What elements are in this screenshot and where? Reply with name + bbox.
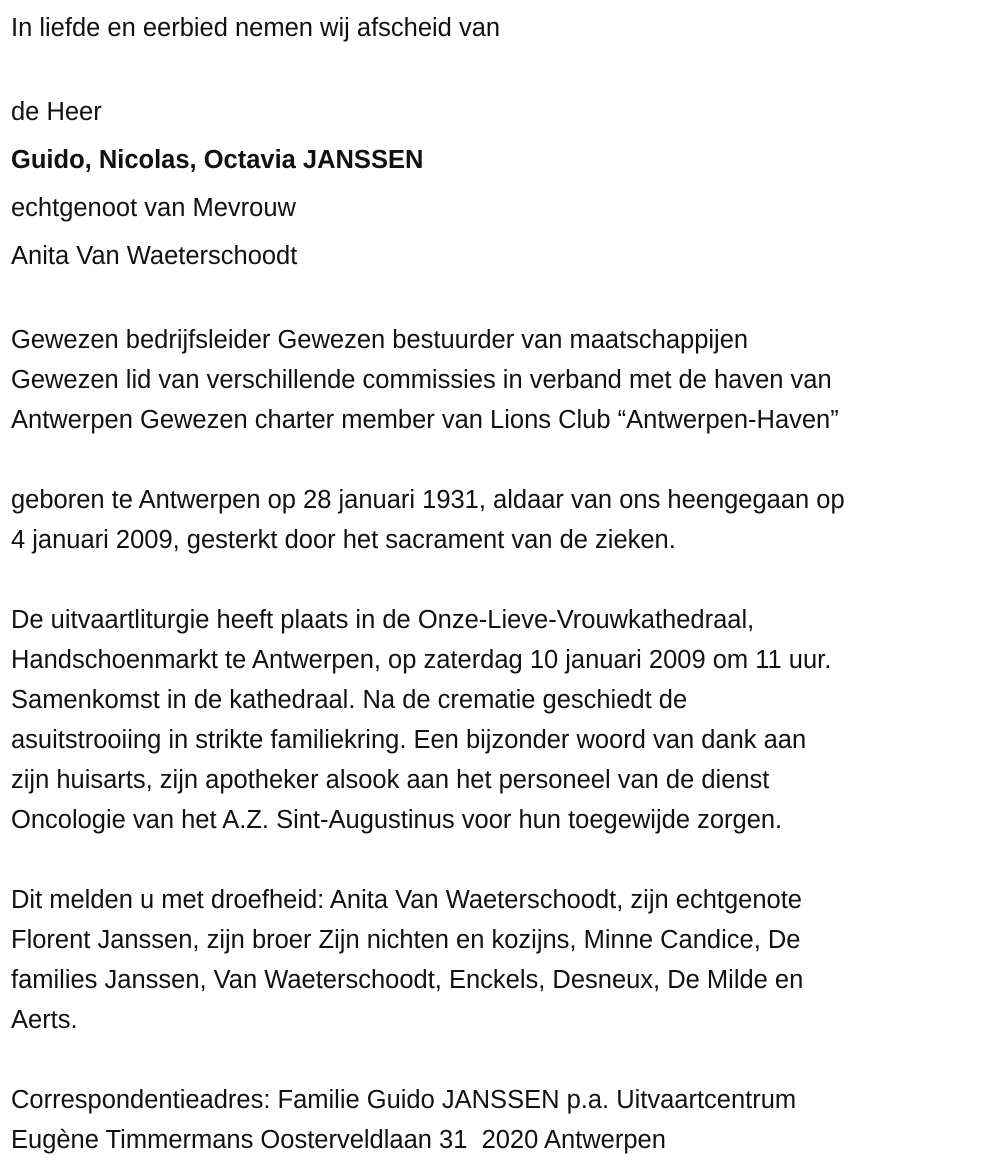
deceased-name: Guido, Nicolas, Octavia JANSSEN <box>11 146 424 174</box>
paragraph-line: Correspondentieadres: Familie Guido JANSSEN p.a. Uitvaartcentrum <box>11 1086 797 1114</box>
paragraph-line: De uitvaartliturgie heeft plaats in de Onze-Lieve-Vrouwkathedraal, <box>11 606 755 634</box>
birth-death-paragraph <box>11 480 1000 560</box>
paragraph-line: zijn huisarts, zijn apotheker alsook aan het personeel van de dienst <box>11 766 770 794</box>
paragraph-line: Aerts. <box>11 1006 78 1034</box>
paragraph-line: Antwerpen Gewezen charter member van Lions Club “Antwerpen-Haven” <box>11 406 839 434</box>
paragraph-line: 4 januari 2009, gesterkt door het sacrament van de zieken. <box>11 526 676 554</box>
paragraph-line: Handschoenmarkt te Antwerpen, op zaterdag 10 januari 2009 om 11 uur. <box>11 646 832 674</box>
intro-text: In liefde en eerbied nemen wij afscheid van <box>11 14 501 42</box>
paragraph-line: Dit melden u met droefheid: Anita Van Waeterschoodt, zijn echtgenote <box>11 886 802 914</box>
paragraph-line: geboren te Antwerpen op 28 januari 1931, aldaar van ons heengegaan op <box>11 486 845 514</box>
paragraph-line: Eugène Timmermans Oosterveldlaan 31 2020 Antwerpen <box>11 1126 666 1154</box>
paragraph-line: Gewezen lid van verschillende commissies in verband met de haven van <box>11 366 832 394</box>
family-paragraph <box>11 880 1000 1040</box>
paragraph-line: families Janssen, Van Waeterschoodt, Enckels, Desneux, De Milde en <box>11 966 804 994</box>
funeral-paragraph <box>11 600 1000 840</box>
paragraph-line: Gewezen bedrijfsleider Gewezen bestuurder van maatschappijen <box>11 326 749 354</box>
paragraph-line: Oncologie van het A.Z. Sint-Augustinus voor hun toegewijde zorgen. <box>11 806 783 834</box>
spouse-name: Anita Van Waeterschoodt <box>11 242 298 270</box>
career-paragraph <box>11 320 1000 440</box>
paragraph-line: Samenkomst in de kathedraal. Na de crematie geschiedt de <box>11 686 688 714</box>
honorific: de Heer <box>11 98 102 126</box>
spouse-label: echtgenoot van Mevrouw <box>11 194 296 222</box>
paragraph-line: Florent Janssen, zijn broer Zijn nichten en kozijns, Minne Candice, De <box>11 926 801 954</box>
paragraph-line: asuitstrooiing in strikte familiekring. Een bijzonder woord van dank aan <box>11 726 807 754</box>
address-paragraph <box>11 1080 1000 1160</box>
